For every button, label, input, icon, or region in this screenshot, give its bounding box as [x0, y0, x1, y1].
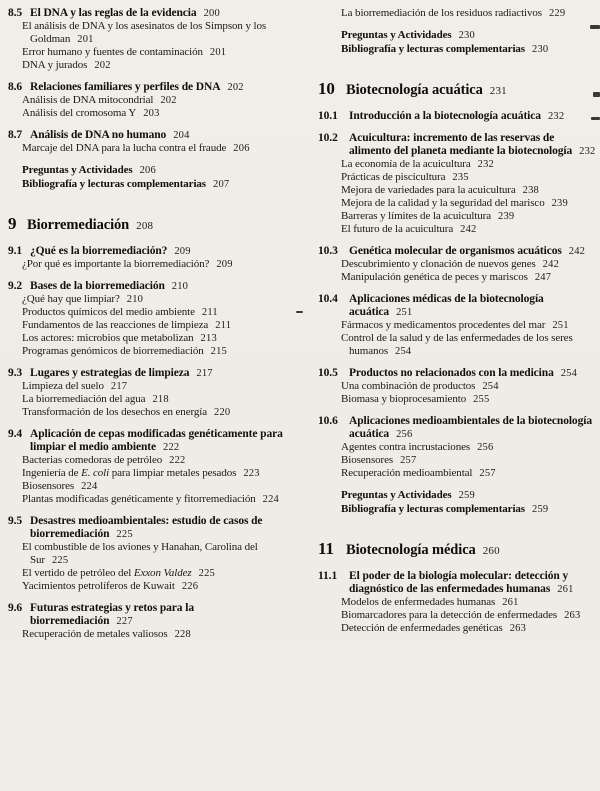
- entry-text: Recuperación de metales valiosos 228: [22, 628, 191, 640]
- page-number: 239: [498, 211, 515, 222]
- toc-item: [318, 609, 596, 622]
- toc-item: [8, 454, 296, 467]
- entry-number: 8.5: [8, 7, 23, 19]
- page-number: 210: [171, 281, 189, 292]
- page-number: 256: [396, 429, 413, 440]
- page-number: 224: [81, 481, 98, 492]
- entry-text: Biorremediación 208: [27, 217, 154, 233]
- entry-text: Aplicaciones médicas de la biotecnología acuática 251: [349, 293, 544, 318]
- entry-text: Preguntas y Actividades 206: [22, 164, 156, 176]
- toc-item: [318, 467, 596, 480]
- page-number: 260: [482, 545, 500, 557]
- scan-artifact: [590, 25, 600, 29]
- page-number: 232: [477, 159, 495, 170]
- toc-item: [8, 306, 296, 319]
- entry-text: Bibliografía y lecturas complementarias 230: [341, 43, 549, 55]
- italic-term: E. coli: [81, 467, 110, 479]
- section-heading: [318, 245, 596, 258]
- toc-column-right: [318, 7, 596, 791]
- page-number: 200: [203, 8, 220, 19]
- entry-number: 10.6: [318, 415, 338, 427]
- entry-text: Preguntas y Actividades 230: [341, 29, 475, 41]
- section-heading: [8, 602, 296, 628]
- entry-text: Aplicaciones medioambientales de la biotecnología acuática 256: [349, 415, 592, 440]
- page-number: 213: [200, 333, 217, 344]
- page-number: 206: [139, 165, 156, 176]
- toc-item: [318, 197, 596, 210]
- chapter-heading: [318, 80, 596, 99]
- section-heading: [8, 129, 296, 142]
- entry-number: 11.1: [318, 570, 338, 582]
- entry-text: Introducción a la biotecnología acuática 232: [349, 110, 565, 122]
- entry-text: Biotecnología acuática 231: [346, 82, 507, 98]
- entry-text: Bibliografía y lecturas complementarias 207: [22, 178, 230, 190]
- toc-item: [318, 380, 596, 393]
- scan-artifact: [591, 117, 600, 120]
- entry-text: Error humano y fuentes de contaminación 201: [22, 46, 227, 58]
- entry-text: Detección de enfermedades genéticas 263: [341, 622, 527, 634]
- page-number: 220: [214, 407, 231, 418]
- entry-text: ¿Qué hay que limpiar? 210: [22, 293, 144, 305]
- page-number: 208: [136, 220, 154, 232]
- entry-text: Una combinación de productos 254: [341, 380, 499, 392]
- section-heading: [8, 515, 296, 541]
- entry-number: 9.3: [8, 367, 23, 379]
- entry-text: Bases de la biorremediación 210: [30, 280, 189, 292]
- page-number: 222: [169, 455, 186, 466]
- entry-number: 10.5: [318, 367, 338, 379]
- entry-number: 10.2: [318, 132, 338, 144]
- entry-number: 9.1: [8, 245, 23, 257]
- toc-item: [8, 393, 296, 406]
- entry-text: Plantas modificadas genéticamente y fitorremediación 224: [22, 493, 280, 505]
- page-number: 263: [564, 610, 581, 621]
- entry-text: Genética molecular de organismos acuáticos 242: [349, 245, 586, 257]
- toc-item: [8, 293, 296, 306]
- section-heading: [318, 367, 596, 380]
- page-number: 227: [116, 616, 133, 627]
- page-number: 261: [557, 584, 574, 595]
- toc-item: [8, 258, 296, 271]
- section-heading: [8, 245, 296, 258]
- entry-text: El combustible de los aviones y Hanahan, Carolina del Sur 225: [22, 541, 258, 566]
- entry-text: Biomarcadores para la detección de enfermedades 263: [341, 609, 581, 621]
- section-heading: [8, 81, 296, 94]
- toc-item: [8, 467, 296, 480]
- entry-text: Descubrimiento y clonación de nuevos genes 242: [341, 258, 560, 270]
- page-number: 201: [209, 47, 227, 58]
- toc-item: [8, 480, 296, 493]
- section-heading: [8, 280, 296, 293]
- entry-text: Programas genómicos de biorremediación 215: [22, 345, 227, 357]
- page-number: 211: [201, 307, 218, 318]
- section-heading: [318, 132, 596, 158]
- entry-text: Productos no relacionados con la medicina 254: [349, 367, 578, 379]
- entry-text: Manipulación genética de peces y mariscos 247: [341, 271, 552, 283]
- entry-text: El futuro de la acuicultura 242: [341, 223, 477, 235]
- page-number: 247: [534, 272, 552, 283]
- toc-item: [318, 258, 596, 271]
- page-number: 242: [568, 246, 586, 257]
- entry-text: La economía de la acuicultura 232: [341, 158, 495, 170]
- page-number: 225: [116, 529, 133, 540]
- entry-text: Barreras y límites de la acuicultura 239: [341, 210, 515, 222]
- entry-text: Acuicultura: incremento de las reservas de alimento del planeta mediante la biotecnología 232: [349, 132, 596, 157]
- toc-item: [8, 20, 296, 46]
- page-number: 218: [152, 394, 169, 405]
- page-number: 230: [532, 44, 549, 55]
- entry-text: Relaciones familiares y perfiles de DNA 202: [30, 81, 244, 93]
- page-number: 263: [509, 623, 527, 634]
- entry-number: 8.7: [8, 129, 23, 141]
- toc-item: [8, 580, 296, 593]
- page-number: 223: [243, 468, 260, 479]
- toc-item: [8, 332, 296, 345]
- entry-number: 8.6: [8, 81, 23, 93]
- page-number: 254: [560, 368, 578, 379]
- page-number: 231: [489, 85, 507, 97]
- scan-artifact: [593, 92, 600, 97]
- page-number: 235: [452, 172, 469, 183]
- page-number: 254: [395, 346, 412, 357]
- entry-text: Mejora de variedades para la acuicultura 238: [341, 184, 540, 196]
- toc-special-heading: [8, 164, 296, 177]
- toc-item: [318, 210, 596, 223]
- entry-text: Agentes contra incrustaciones 256: [341, 441, 494, 453]
- entry-number: 10.3: [318, 245, 338, 257]
- section-heading: [318, 293, 596, 319]
- toc-item: [8, 567, 296, 580]
- toc-item: [318, 184, 596, 197]
- page-number: 257: [479, 468, 496, 479]
- entry-text: Modelos de enfermedades humanas 261: [341, 596, 519, 608]
- page-number: 259: [532, 504, 549, 515]
- page-number: 225: [51, 555, 69, 566]
- page-number: 257: [400, 455, 417, 466]
- entry-text: Desastres medioambientales: estudio de casos de biorremediación 225: [30, 515, 263, 540]
- toc-special-heading: [318, 29, 596, 42]
- entry-text: Lugares y estrategias de limpieza 217: [30, 367, 213, 379]
- scan-artifact: [296, 311, 303, 313]
- page-number: 256: [477, 442, 494, 453]
- chapter-heading: [8, 215, 296, 234]
- page-number: 228: [174, 629, 191, 640]
- entry-text: Marcaje del DNA para la lucha contra el fraude 206: [22, 142, 250, 154]
- toc-item: [8, 107, 296, 120]
- page-number: 251: [552, 320, 569, 331]
- toc-item: [318, 223, 596, 236]
- toc-item: [318, 7, 596, 20]
- page-number: 211: [215, 320, 232, 331]
- toc-item: [8, 46, 296, 59]
- page-number: 242: [542, 259, 560, 270]
- entry-text: Biosensores 257: [341, 454, 417, 466]
- toc-item: [8, 319, 296, 332]
- entry-text: El vertido de petróleo del Exxon Valdez 225: [22, 567, 215, 579]
- entry-text: Fármacos y medicamentos procedentes del mar 251: [341, 319, 569, 331]
- entry-text: El poder de la biología molecular: detección y diagnóstico de las enfermedades humanas 261: [349, 570, 574, 595]
- page-number: 202: [227, 82, 244, 93]
- entry-text: La biorremediación de los residuos radiactivos 229: [341, 7, 566, 19]
- page-number: 238: [522, 185, 540, 196]
- page-number: 210: [126, 294, 144, 305]
- toc-column-left: [8, 7, 296, 791]
- page-number: 232: [547, 111, 565, 122]
- section-heading: [8, 367, 296, 380]
- page-number: 209: [216, 259, 233, 270]
- entry-text: El DNA y las reglas de la evidencia 200: [30, 7, 220, 19]
- toc-item: [8, 541, 296, 567]
- entry-text: Mejora de la calidad y la seguridad del marisco 239: [341, 197, 568, 209]
- entry-text: Biomasa y bioprocesamiento 255: [341, 393, 490, 405]
- page-number: 222: [163, 442, 180, 453]
- toc-item: [8, 493, 296, 506]
- page-number: 261: [502, 597, 519, 608]
- entry-text: La biorremediación del agua 218: [22, 393, 169, 405]
- toc-item: [318, 271, 596, 284]
- entry-text: Prácticas de piscicultura 235: [341, 171, 469, 183]
- entry-text: ¿Por qué es importante la biorremediación? 209: [22, 258, 233, 270]
- toc-special-heading: [8, 178, 296, 191]
- entry-number: 9.6: [8, 602, 23, 614]
- page-number: 225: [198, 568, 215, 579]
- toc-item: [8, 94, 296, 107]
- entry-text: Fundamentos de las reacciones de limpieza 211: [22, 319, 232, 331]
- entry-number: 10.1: [318, 110, 338, 122]
- page-number: 217: [110, 381, 128, 392]
- toc-item: [8, 380, 296, 393]
- entry-number: 9: [8, 214, 17, 233]
- page-number: 201: [77, 34, 94, 45]
- page-number: 202: [160, 95, 177, 106]
- entry-number: 11: [318, 539, 334, 558]
- toc-item: [318, 393, 596, 406]
- section-heading: [8, 428, 296, 454]
- page-number: 239: [551, 198, 568, 209]
- toc-item: [318, 171, 596, 184]
- page-number: 242: [460, 224, 477, 235]
- toc-item: [318, 622, 596, 635]
- entry-text: Ingeniería de E. coli para limpiar metales pesados 223: [22, 467, 260, 479]
- entry-text: Bacterias comedoras de petróleo 222: [22, 454, 186, 466]
- page-number: 232: [579, 146, 596, 157]
- entry-text: Recuperación medioambiental 257: [341, 467, 496, 479]
- page-number: 203: [143, 108, 160, 119]
- toc-item: [318, 454, 596, 467]
- section-heading: [318, 415, 596, 441]
- page-number: 224: [262, 494, 280, 505]
- page-number: 226: [181, 581, 199, 592]
- entry-number: 10: [318, 79, 335, 98]
- page-number: 259: [458, 490, 475, 501]
- page-number: 207: [213, 179, 230, 190]
- entry-text: Biotecnología médica 260: [346, 542, 500, 558]
- entry-number: 9.2: [8, 280, 23, 292]
- page-number: 209: [174, 246, 191, 257]
- page-number: 215: [210, 346, 227, 357]
- section-heading: [318, 110, 596, 123]
- entry-text: DNA y jurados 202: [22, 59, 111, 71]
- chapter-heading: [318, 540, 596, 559]
- page-number: 254: [482, 381, 499, 392]
- toc-item: [318, 158, 596, 171]
- entry-text: Biosensores 224: [22, 480, 98, 492]
- toc-item: [318, 441, 596, 454]
- entry-text: Preguntas y Actividades 259: [341, 489, 475, 501]
- entry-number: 9.5: [8, 515, 23, 527]
- entry-text: Bibliografía y lecturas complementarias 259: [341, 503, 549, 515]
- toc-special-heading: [318, 489, 596, 502]
- italic-term: Exxon Valdez: [133, 567, 192, 579]
- entry-text: El análisis de DNA y los asesinatos de los Simpson y los Goldman 201: [22, 20, 267, 45]
- page-number: 204: [173, 130, 190, 141]
- page-number: 229: [548, 8, 566, 19]
- toc-special-heading: [318, 503, 596, 516]
- entry-text: Análisis de DNA mitocondrial 202: [22, 94, 177, 106]
- toc-item: [8, 345, 296, 358]
- entry-text: ¿Qué es la biorremediación? 209: [30, 245, 191, 257]
- section-heading: [318, 570, 596, 596]
- toc-item: [8, 59, 296, 72]
- page-number: 255: [473, 394, 490, 405]
- toc-special-heading: [318, 43, 596, 56]
- page-number: 206: [233, 143, 250, 154]
- entry-number: 9.4: [8, 428, 23, 440]
- entry-text: Control de la salud y de las enfermedades de los seres humanos 254: [341, 332, 573, 357]
- entry-text: Transformación de los desechos en energía 220: [22, 406, 231, 418]
- toc-item: [318, 319, 596, 332]
- page-number: 230: [458, 30, 475, 41]
- page-number: 202: [94, 60, 111, 71]
- entry-text: Limpieza del suelo 217: [22, 380, 128, 392]
- entry-number: 10.4: [318, 293, 338, 305]
- toc-item: [8, 628, 296, 641]
- entry-text: Productos químicos del medio ambiente 211: [22, 306, 218, 318]
- section-heading: [8, 7, 296, 20]
- entry-text: Yacimientos petrolíferos de Kuwait 226: [22, 580, 199, 592]
- toc-item: [318, 596, 596, 609]
- entry-text: Los actores: microbios que metabolizan 213: [22, 332, 217, 344]
- toc-item: [318, 332, 596, 358]
- entry-text: Futuras estrategias y retos para la biorremediación 227: [30, 602, 194, 627]
- page-number: 251: [396, 307, 413, 318]
- entry-text: Análisis de DNA no humano 204: [30, 129, 190, 141]
- entry-text: Aplicación de cepas modificadas genéticamente para limpiar el medio ambiente 222: [30, 428, 283, 453]
- toc-item: [8, 142, 296, 155]
- page-number: 217: [196, 368, 213, 379]
- toc-item: [8, 406, 296, 419]
- entry-text: Análisis del cromosoma Y 203: [22, 107, 160, 119]
